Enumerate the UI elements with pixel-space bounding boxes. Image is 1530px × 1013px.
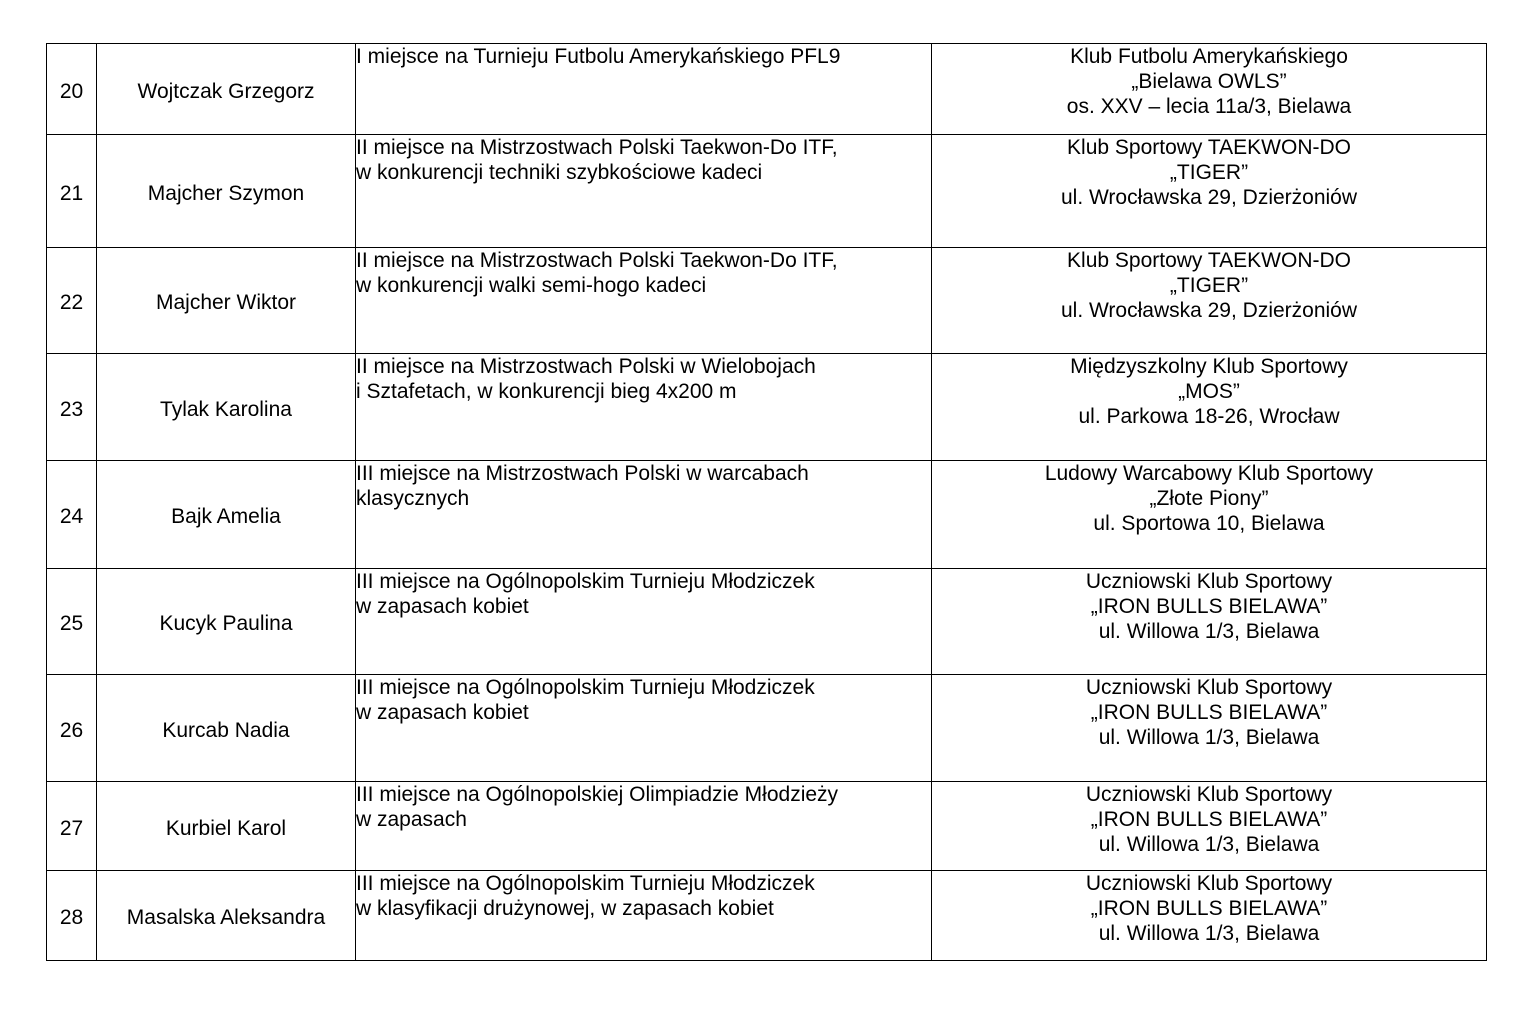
club-name: Klub Futbolu Amerykańskiego [1070,45,1348,68]
achievement-cell [356,675,932,782]
club-name: Klub Sportowy TAEKWON-DO [1067,136,1351,159]
achievement-cell [356,248,932,354]
achievement-line: w klasyfikacji drużynowej, w zapasach kobiet [356,897,774,920]
athlete-name: Wojtczak Grzegorz [137,79,315,103]
club-cell [932,782,1487,871]
athlete-name-cell [97,782,356,871]
achievement-cell [356,782,932,871]
achievement-cell [356,871,932,961]
club-name: Uczniowski Klub Sportowy [1085,783,1333,806]
table-row [47,782,1487,871]
row-number-cell [47,871,97,961]
club-cell [932,461,1487,569]
table-row [47,354,1487,461]
achievement-line: w zapasach kobiet [356,701,529,724]
club-address: ul. Willowa 1/3, Bielawa [1098,833,1320,856]
club-address: ul. Wrocławska 29, Dzierżoniów [1060,186,1358,209]
athlete-name: Kucyk Paulina [159,612,293,635]
table-row [47,461,1487,569]
club-name: Uczniowski Klub Sportowy [1085,872,1333,895]
row-number: 28 [59,906,84,929]
achievement-line: i Sztafetach, w konkurencji bieg 4x200 m [356,380,737,403]
row-number-cell [47,569,97,675]
achievement-line: III miejsce na Ogólnopolskim Turnieju Młodziczek [356,872,815,895]
club-nickname: „IRON BULLS BIELAWA” [1090,595,1328,618]
row-number-cell [47,782,97,871]
athlete-name-cell [97,135,356,248]
club-nickname: „Złote Piony” [1149,487,1269,510]
club-cell [932,44,1487,135]
row-number-cell [47,461,97,569]
table-row [47,135,1487,248]
achievement-line: w zapasach [356,808,467,831]
table-row [47,871,1487,961]
achievement-line: II miejsce na Mistrzostwach Polski w Wielobojach [356,355,816,378]
row-number: 24 [59,505,84,528]
athlete-name-cell [97,248,356,354]
row-number: 25 [59,612,84,635]
achievement-line: II miejsce na Mistrzostwach Polski Taekwon-Do ITF, [356,249,838,272]
athlete-name: Kurcab Nadia [162,718,290,742]
table-row [47,248,1487,354]
awards-table [46,43,1487,961]
club-name: Klub Sportowy TAEKWON-DO [1067,249,1351,272]
club-nickname: „TIGER” [1169,161,1249,184]
athlete-name-cell [97,354,356,461]
achievement-line: II miejsce na Mistrzostwach Polski Taekwon-Do ITF, [356,136,838,159]
table-row [47,675,1487,782]
achievement-line: klasycznych [356,487,470,510]
club-name: Uczniowski Klub Sportowy [1085,676,1333,699]
club-nickname: „IRON BULLS BIELAWA” [1090,897,1328,920]
row-number: 26 [59,718,84,742]
club-name: Uczniowski Klub Sportowy [1085,570,1333,593]
athlete-name-cell [97,461,356,569]
club-nickname: „Bielawa OWLS” [1131,70,1287,93]
achievement-line: w konkurencji walki semi-hogo kadeci [356,274,707,297]
achievement-line: III miejsce na Ogólnopolskim Turnieju Młodziczek [356,676,815,699]
row-number: 21 [59,181,84,205]
club-cell [932,248,1487,354]
club-name: Międzyszkolny Klub Sportowy [1070,355,1348,378]
row-number-cell [47,135,97,248]
table-row [47,44,1487,135]
athlete-name-cell [97,675,356,782]
achievement-line: III miejsce na Ogólnopolskiej Olimpiadzie Młodzieży [356,783,839,806]
achievement-cell [356,354,932,461]
row-number-cell [47,248,97,354]
achievement-cell [356,461,932,569]
club-address: os. XXV – lecia 11a/3, Bielawa [1066,95,1352,118]
club-cell [932,135,1487,248]
athlete-name: Kurbiel Karol [165,816,287,840]
athlete-name: Majcher Szymon [147,181,305,205]
achievement-cell [356,44,932,135]
row-number: 22 [59,291,84,314]
athlete-name-cell [97,44,356,135]
row-number: 23 [59,397,84,421]
club-name: Ludowy Warcabowy Klub Sportowy [1044,462,1374,485]
club-address: ul. Parkowa 18-26, Wrocław [1078,405,1340,428]
row-number: 20 [59,79,84,103]
row-number-cell [47,675,97,782]
achievement-line: III miejsce na Ogólnopolskim Turnieju Młodziczek [356,570,815,593]
club-nickname: „MOS” [1178,380,1240,403]
row-number: 27 [59,816,84,840]
athlete-name-cell [97,569,356,675]
athlete-name: Tylak Karolina [160,397,292,421]
club-cell [932,675,1487,782]
club-address: ul. Willowa 1/3, Bielawa [1098,726,1320,749]
club-nickname: „TIGER” [1169,274,1249,297]
achievement-line: w zapasach kobiet [356,595,529,618]
club-nickname: „IRON BULLS BIELAWA” [1090,808,1328,831]
achievement-cell [356,569,932,675]
club-address: ul. Willowa 1/3, Bielawa [1098,620,1320,643]
club-cell [932,871,1487,961]
achievement-cell [356,135,932,248]
club-cell [932,354,1487,461]
table-row [47,569,1487,675]
club-address: ul. Sportowa 10, Bielawa [1093,512,1325,535]
club-cell [932,569,1487,675]
achievement-line: III miejsce na Mistrzostwach Polski w warcabach [356,462,809,485]
athlete-name: Masalska Aleksandra [126,906,326,929]
athlete-name: Bajk Amelia [171,505,281,528]
athlete-name-cell [97,871,356,961]
row-number-cell [47,354,97,461]
club-address: ul. Willowa 1/3, Bielawa [1098,922,1320,945]
athlete-name: Majcher Wiktor [155,291,297,314]
achievement-line: I miejsce na Turnieju Futbolu Amerykańskiego PFL9 [356,45,841,68]
club-address: ul. Wrocławska 29, Dzierżoniów [1060,299,1358,322]
row-number-cell [47,44,97,135]
achievement-line: w konkurencji techniki szybkościowe kadeci [356,161,763,184]
club-nickname: „IRON BULLS BIELAWA” [1090,701,1328,724]
